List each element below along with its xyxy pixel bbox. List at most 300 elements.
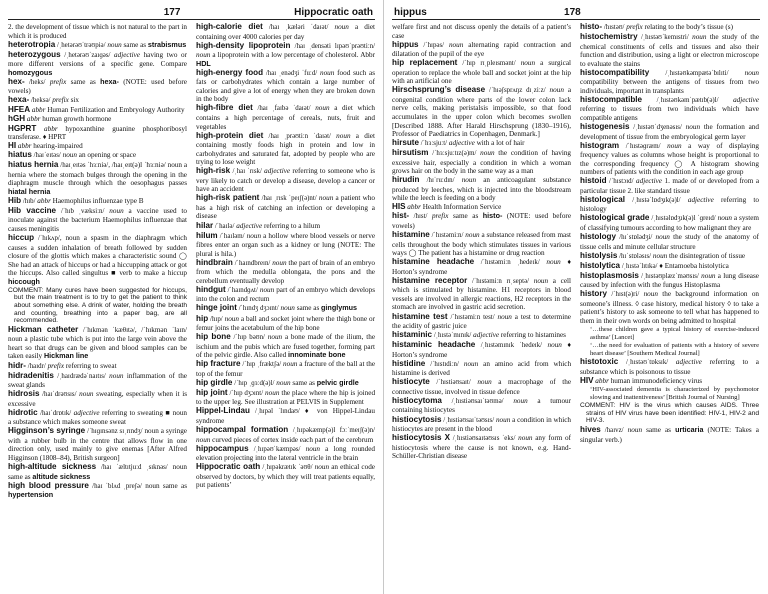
headword: histamine [392, 230, 430, 240]
definition-text: same as [292, 378, 315, 387]
dictionary-entry [196, 286, 375, 304]
pronunciation: /ˈhɪstɪdiːn/ [430, 360, 459, 368]
part-of-speech: abbr [595, 377, 609, 386]
headword: histogram [580, 140, 620, 150]
headword: high-density lipoprotein [196, 40, 291, 50]
definition-text: a fracture of the ball at the top of the femur [196, 360, 375, 378]
part-of-speech: noun [319, 68, 335, 77]
definition-text: 1. made of or developed from a particular tissue 2. like standard tissue [580, 177, 759, 195]
definition-text: a congenital condition where parts of the lower colon lack nerve cells, making peristalsis impossible, so that food accumulates in the upper colon which becomes swollen [Described 1888. After Harald Hirschsprung (1830–1916), Professor of Paediatrics in Copenhagen, Denmark.] [392, 86, 571, 139]
part-of-speech: abbr [407, 203, 421, 212]
pronunciation: /ˈhɪp dʒɔɪnt/ [229, 389, 264, 397]
pronunciation: /ˈhɪkʌp/, [38, 235, 62, 243]
part-of-speech: noun [463, 359, 479, 368]
headword: histamine receptor [392, 275, 468, 285]
cross-reference: hexa- [100, 76, 119, 86]
headword: HIV [580, 376, 594, 386]
part-of-speech: prefix [626, 23, 643, 31]
definition-text: a way of displaying frequency values as columns whose height is proportional to the corresponding frequency ◯ A histogram showing numbers of patients with the condition in each age group [580, 141, 759, 177]
text-column [580, 23, 759, 461]
dictionary-entry [392, 341, 571, 359]
headword: hGH [8, 114, 26, 124]
pronunciation: /ˌhɪpəkrætɪk ˈəʊθ/ [262, 464, 313, 472]
part-of-speech: noun [520, 59, 536, 68]
definition-text: a substance released from mast cells throughout the body which stimulates tissues in various ways ◯ The patient has a histamine or drug reaction [392, 231, 571, 258]
definition-text: referring to histamines [500, 331, 566, 340]
dictionary-entry [392, 59, 571, 86]
part-of-speech: abbr [37, 196, 51, 205]
definition-text: referring to tissues from two individuals which have compatible antigens [580, 105, 759, 122]
dictionary-entry [580, 96, 759, 123]
pronunciation: /ˈhɪp ˌɡɜːd(ə)l/ [234, 379, 275, 387]
dictionary-entry [392, 397, 571, 415]
dictionary-entry [580, 233, 759, 251]
headword: Hippocratic oath [196, 462, 261, 472]
cross-reference: strabismus [147, 39, 187, 49]
headword: HI [8, 141, 17, 151]
part-of-speech: adjective [264, 167, 291, 176]
pronunciation: /ˈhɪp bəʊn/ [233, 334, 265, 342]
headword: histological [580, 194, 625, 204]
pronunciation: /ˌhɪstəˈmɪnɪk/ [433, 332, 472, 340]
definition-text: referring to sweat [65, 361, 117, 370]
headword: histology [580, 232, 616, 242]
pronunciation: /haɪvz/ [604, 427, 624, 435]
cross-reference: innominate bone [288, 350, 346, 360]
pronunciation: /haɪ ˈblʌd ˌpreʃə/ [92, 482, 142, 490]
part-of-speech: abbr [44, 124, 58, 133]
headword: hip joint [196, 387, 228, 397]
pronunciation: /ˈhɪndʒ dʒɔɪnt/ [238, 305, 279, 313]
part-of-speech: noun [272, 258, 287, 267]
pronunciation: /ˈhɪstəmiːn/ [431, 232, 464, 240]
dictionary-entry [196, 222, 375, 232]
headword: Hirschsprung’s disease [392, 85, 486, 95]
definition-text: a lung disease caused by infection with the fungus Histoplasma [580, 271, 759, 290]
part-of-speech: noun [305, 444, 320, 453]
definition-text: a bone made of the ilium, the ischium and the pubis which are fused together, forming part of the pelvic girdle. Also called [196, 333, 375, 360]
headword: Hib vaccine [8, 205, 57, 215]
pronunciation: /ˌhɪstəlɒdʒɪk(ə)l ˈɡreɪd/ [651, 215, 716, 223]
part-of-speech: noun [448, 40, 464, 49]
definition-text: referring to a hilum [263, 221, 321, 230]
definition-text: same as [646, 426, 671, 435]
part-of-speech: noun [495, 415, 511, 424]
definition-text: the background information on someone’s illness. ◊ case history, medical history ◊ to take a patient’s history to ask someone to tell what has happened to them in their own words on being admitted to hospital [580, 290, 759, 325]
pronunciation: /ˌhɪstəʊkəmˈpætɪb(ə)l/ [656, 96, 719, 104]
headword: hip bone [196, 332, 231, 342]
pronunciation: /hɪb/ [22, 197, 36, 205]
dictionary-entry [392, 86, 571, 138]
part-of-speech: noun [318, 194, 334, 203]
dictionary-entry [392, 258, 571, 276]
part-of-speech: noun [643, 290, 658, 299]
pronunciation: /haɪ ˌenədʒi ˈfuːd/ [265, 69, 318, 77]
citation: ‘…the need for evaluation of patients with a history of severe heart disease’ [Southern Medical Journal] [590, 342, 759, 357]
definition-text: the place where the hip is joined to the upper leg. See illustration at PELVIS in Supplement [196, 388, 375, 407]
pronunciation: /ˌhɪstəʊˈtɒksɪk/ [625, 359, 669, 367]
page-header [8, 5, 375, 20]
headword: hidrotic [8, 407, 38, 417]
dictionary-entry [8, 23, 187, 40]
part-of-speech: adjective [448, 139, 475, 148]
definition-text: a cell which is stimulated by histamine. H1 receptors in blood vessels are involved in allergic reactions, H2 receptors in the stomach are involved in gastric acid secretion. [392, 276, 571, 312]
dictionary-entry [392, 203, 571, 212]
headword: hip replacement [392, 58, 458, 68]
pronunciation: /ˌhetərəʊˈtrəʊpiə/ [57, 41, 106, 49]
headword: hives [580, 425, 601, 435]
dictionary-entry [196, 132, 375, 167]
pronunciation: /ˈhɪstəmiːn ˌhedeɪk/ [480, 259, 540, 267]
dictionary-entry [8, 463, 187, 481]
pronunciation: /haɪdr/ [27, 362, 46, 370]
pronunciation: /ˌhaɪdrædəˈnaɪtɪs/ [57, 372, 106, 380]
definition-text: referring to a substance which is poisonous to tissue [580, 358, 759, 376]
dictionary-entry [196, 360, 375, 378]
headword: hidr- [8, 360, 26, 370]
definition-text: the condition of having excessive hair, especially a condition in which a woman grows hair on the body in the same way as a man [392, 149, 571, 176]
pronunciation: /ˈhɪp ˌfræktʃə/ [242, 361, 282, 369]
right-page [384, 0, 768, 594]
pronunciation: /haɪˈeɪtəs/ [33, 152, 61, 160]
part-of-speech: adjective [473, 331, 500, 340]
cross-reference: histo- [482, 211, 503, 221]
headword: histaminic [392, 330, 433, 340]
pronunciation: /ˈhɪəʃsprʌŋz dɪˌziːz/ [489, 87, 546, 95]
headword: HGPRT [8, 123, 37, 133]
part-of-speech: noun [280, 304, 295, 313]
dictionary-entry [8, 372, 187, 390]
part-of-speech: noun [546, 258, 561, 267]
definition-text: a diet containing over 4000 calories per day [196, 23, 375, 41]
dictionary-entry [196, 315, 375, 333]
dictionary-entry [580, 69, 759, 96]
dictionary-entry [196, 23, 375, 41]
pronunciation: /ˌhɪstəʊkəmpætəˈbɪlɪti/ [665, 69, 729, 77]
pronunciation: /ˈhaɪləm/ [219, 232, 245, 240]
dictionary-entry [196, 69, 375, 104]
definition-text: the study of the anatomy of tissue cells and minute cellular structure [580, 233, 759, 251]
definition-text: ♦ Entamoeba histolytica [659, 261, 729, 270]
dictionary-entry [8, 106, 187, 115]
definition-text: same as [70, 77, 96, 86]
definition-text: an ethical code observed by doctors, by which they will treat patients equally, put patients’ [196, 463, 375, 490]
dictionary-entry [580, 272, 759, 290]
definition-text: human growth hormone [42, 115, 112, 124]
pronunciation: /hɪˈruːdɪn/ [426, 177, 455, 185]
pronunciation: /ˈhɪstəmiːn rɪˌseptə/ [472, 277, 530, 285]
part-of-speech: noun [692, 33, 707, 42]
dictionary-entry [196, 426, 375, 444]
part-of-speech: prefix [431, 212, 449, 221]
definition-text: noun a spasm in the diaphragm which causes a sudden inhalation of breath followed by sudden closure of the glottis which makes a characteristic sound ◯ She had an attack of hiccups or had a hiccupping attack or got the hiccups. Also called singultus ■ verb to make a hiccup [8, 234, 187, 278]
headword: hip girdle [196, 377, 233, 387]
pronunciation: /haɪ ˌrɪsk ˈpeɪʃ(ə)nt/ [261, 195, 317, 203]
headword: high-calorie diet [196, 23, 263, 31]
headword: histochemistry [580, 32, 638, 42]
part-of-speech: noun [701, 271, 716, 280]
pronunciation: /ˈhɪpəs/ [423, 41, 445, 49]
pronunciation: /heks/ [29, 78, 46, 86]
headword: hist- [392, 211, 410, 221]
definition-text: a diet containing mostly foods high in protein and low in carbohydrates and saturated fat, adopted by people who are trying to lose weight [196, 131, 375, 167]
part-of-speech: adjective [733, 95, 759, 104]
definition-text: a macrophage of the connective tissue, involved in tissue defence [392, 378, 571, 396]
definition-text: referring to sweating ■ noun a substance which makes someone sweat [8, 408, 187, 427]
cross-reference: HDL [196, 58, 211, 68]
definition-text: six [70, 96, 79, 105]
dictionary-entry [580, 196, 759, 214]
pronunciation: /ˌhɪstəˈlɒdʒɪk(ə)l/ [632, 196, 681, 204]
definition-text: noun same as [145, 481, 187, 490]
definition-text: ♦ Horton’s syndrome [392, 341, 571, 359]
dictionary-entry [392, 212, 571, 230]
pronunciation: /hɪˈstɒlədʒi/ [619, 234, 653, 242]
definition-text: an opening or space [78, 151, 137, 160]
part-of-speech: noun [627, 426, 643, 435]
part-of-speech: adjective [636, 177, 662, 186]
citation: ‘HIV-associated dementia is characterized by psychomotor slowing and inattentiveness’ [British Journal of Nursing] [590, 386, 759, 401]
page-number: 177 [163, 7, 181, 18]
dictionary-entry [196, 389, 375, 407]
headword: Hib [8, 195, 22, 205]
cross-reference: altitude sickness [32, 471, 91, 481]
dictionary-entry [392, 41, 571, 59]
dictionary-entry [580, 426, 759, 444]
definition-text: any form of histiocytosis where the cause is not known, e.g. Hand-Schüller-Christian disease [392, 434, 571, 461]
headword: HIS [392, 202, 406, 212]
headword: hippus [392, 39, 419, 49]
headword: hirsutism [392, 148, 429, 158]
headword: histological grade [580, 213, 650, 223]
definition-text: same as [123, 40, 147, 49]
part-of-speech: adjective [687, 195, 714, 204]
headword: histotoxic [580, 357, 619, 367]
dictionary-entry [8, 234, 187, 286]
pronunciation: /haɪˈdrəʊsɪs/ [42, 391, 77, 399]
part-of-speech: noun [196, 51, 211, 60]
pronunciation: /ˈhɪkmən ˈkæθɪtə/, [82, 326, 137, 334]
cross-reference: urticaria [675, 425, 704, 435]
definition-text: a patient who has a high risk of catching an infection or developing a disease [196, 194, 375, 221]
definition-text: relating to the body’s tissue (s) [644, 23, 733, 31]
definition-text: inflammation of the sweat glands [8, 371, 187, 390]
pronunciation: /ˌhaɪ ˈrɪsk/ [232, 168, 262, 176]
headword: histamine headache [392, 257, 475, 267]
part-of-speech: noun [497, 312, 512, 321]
dictionary-entry [580, 377, 759, 386]
headword: hirsute [392, 138, 419, 148]
pronunciation: /haɪˌeɪtəs ˈhɜːniə/, [60, 162, 110, 170]
part-of-speech: noun [315, 104, 330, 113]
headword: hidradenitis [8, 370, 54, 380]
pronunciation: /ˈhɪp rɪˌpleɪsmənt/ [462, 60, 516, 68]
definition-text: referring to histology [580, 195, 759, 214]
definition-text: Human Fertilization and Embryology Authority [47, 106, 185, 115]
definition-text: the study of the chemical constituents of cells and tissues and also their function and distribution, using a light or electron microscope to evaluate the stains [580, 33, 759, 68]
definition-text: ♦ Horton’s syndrome [392, 258, 571, 276]
headword: high-risk patient [196, 193, 260, 203]
part-of-speech: noun [334, 23, 349, 31]
dictionary-entry [196, 259, 375, 286]
dictionary-entry [392, 176, 571, 203]
cross-reference: hypertension [8, 490, 54, 500]
part-of-speech: noun [265, 388, 280, 397]
part-of-speech: abbr [31, 106, 46, 115]
headword: histocompatible [580, 94, 643, 104]
pronunciation: /haɪˈdrɒtɪk/ [40, 409, 72, 417]
headword: histiocyte [392, 377, 430, 387]
usage-note: (NOTE: used before vowels) [8, 77, 187, 96]
definition-text: a vaccine used to inoculate against the bacterium Haemophilus influenzae that causes meningitis [8, 206, 187, 234]
part-of-speech: noun [685, 123, 701, 132]
part-of-speech: noun [267, 333, 283, 342]
part-of-speech: noun [465, 231, 480, 240]
dictionary-entry [392, 416, 571, 434]
dictionary-entry [8, 427, 187, 462]
definition-text: Haemophilus influenzae type B [52, 196, 144, 205]
part-of-speech: noun [461, 176, 477, 185]
definition-text: an amino acid from which histamine is derived [392, 359, 571, 378]
definition-text: same as [452, 212, 479, 221]
dictionary-entry [392, 434, 571, 461]
headword: hirudin [392, 175, 420, 185]
definition-text: Health Information Service [422, 203, 502, 212]
definition-text: ♦ von Hippel-Lindau syndrome [196, 407, 375, 426]
part-of-speech: noun [717, 214, 732, 223]
definition-text: curved pieces of cortex inside each part of the cerebrum [212, 435, 374, 444]
dictionary-entry [580, 33, 759, 68]
headword: histolytica [580, 260, 621, 270]
comment-note: COMMENT: HIV is the virus which causes AIDS. Three strains of HIV virus have been identified: HIV-1, HIV-2 and HIV-3. [580, 402, 759, 425]
part-of-speech: noun [533, 276, 549, 285]
pronunciation: /ˌhɪstiəʊsaɪˈtəʊmə/ [451, 397, 504, 405]
definition-text: alternating rapid contraction and dilatation of the pupil of the eye [392, 40, 571, 59]
dictionary-entry [392, 378, 571, 396]
part-of-speech: noun [109, 371, 124, 380]
dictionary-entry [8, 142, 187, 151]
part-of-speech: prefix [49, 77, 67, 86]
pronunciation: /hɪˈstɒləsɪs/ [619, 252, 652, 260]
headword: high blood pressure [8, 480, 89, 490]
headword: high-risk [196, 166, 231, 176]
headword: hippocampal formation [196, 425, 289, 435]
part-of-speech: noun [276, 378, 291, 387]
pronunciation: /ˌhɪpəl ˈlɪndaʊ/ [255, 408, 300, 416]
headword: histiocytoma [392, 395, 442, 405]
headword: hip [196, 313, 209, 323]
dictionary-entry [580, 290, 759, 325]
pronunciation: /haɪ ˌkæləri ˈdaɪət/ [268, 24, 329, 31]
dictionary-entry [196, 445, 375, 463]
definition-text: the part of brain of an embryo from which the medulla oblongata, the pons and the cerebellum eventually develop [196, 258, 375, 285]
definition-text: food such as fats or carbohydrates which contain a large number of calories and give a lot of energy when they are broken down in the body [196, 68, 375, 104]
pronunciation: /heksə/ [30, 97, 51, 105]
definition-text: an anticoagulant substance produced by leeches, which is injected into the bloodstream while the leech is feeding on a body [392, 176, 571, 203]
pronunciation: /ˈhɪb ˌvæksiːn/ [60, 207, 105, 215]
headword: high-fibre diet [196, 103, 253, 113]
definition-text: a ball and socket joint where the thigh bone or femur joins the acetabulum of the hip bone [196, 314, 375, 333]
dictionary-entry [392, 149, 571, 176]
part-of-speech: noun [314, 463, 330, 472]
part-of-speech: noun [513, 396, 528, 405]
headword: HFEA [8, 105, 31, 115]
dictionary-entry [8, 161, 187, 196]
pronunciation: /ˈhɪɡɪnsənz sɪˌrɪndʒ/ [87, 428, 143, 436]
dictionary-entry [580, 142, 759, 177]
headword: histogenesis [580, 122, 630, 132]
pronunciation: /ˌhɪstəˈlɪtɪkə/ [621, 262, 658, 270]
headword: high-protein diet [196, 130, 264, 140]
pronunciation: /ˌhɪstiəʊsaɪˈtəʊsɪs/ [443, 416, 495, 424]
definition-text: a condition in which histiocytes are present in the blood [392, 415, 571, 434]
headword: hidrosis [8, 389, 40, 399]
page-header [392, 5, 760, 20]
part-of-speech: noun [62, 151, 77, 160]
headword: histaminic headache [392, 340, 476, 350]
part-of-speech: noun [196, 435, 211, 444]
pronunciation: /hɪp/ [210, 315, 223, 323]
dictionary-entry [8, 482, 187, 500]
pronunciation: /ˈhɪstəmiːn test/ [450, 313, 495, 321]
headword: histiocytosis X [392, 433, 451, 443]
cross-reference: hiatal hernia [8, 186, 51, 196]
part-of-speech: noun [549, 86, 564, 95]
part-of-speech: adjective [675, 358, 702, 367]
cross-reference: homozygous [8, 67, 53, 77]
headword: history [580, 289, 607, 299]
pronunciation: /ˈhaɪndɡʌt/ [227, 286, 258, 294]
pronunciation: /ˈhɜːsjuːt/ [420, 140, 448, 148]
headword: hinge joint [196, 303, 237, 313]
dictionary-entry [8, 326, 187, 361]
header-guide-word: hippus [394, 7, 427, 18]
definition-text: a long rounded elevation projecting into the lateral ventricle in the brain [196, 444, 375, 463]
headword: histo- [580, 23, 603, 31]
dictionary-entry [580, 123, 759, 141]
part-of-speech: noun [283, 360, 298, 369]
headword: hippocampus [196, 443, 249, 453]
dictionary-entry [8, 78, 187, 96]
pronunciation: /haɪ ˌprəʊtiːn ˈdaɪət/ [268, 132, 331, 140]
dictionary-entry [392, 360, 571, 378]
headword: hindgut [196, 284, 226, 294]
pronunciation: /hɪstəʊ/ [603, 24, 625, 31]
pronunciation: /ˈhɪstɔɪd/ [609, 178, 634, 186]
pronunciation: /ˌhɪstəʊplæzˈməʊsɪs/ [641, 272, 699, 280]
headword: histocompatibility [580, 67, 650, 77]
dictionary-entry [580, 177, 759, 195]
dictionary-entry [196, 167, 375, 194]
pronunciation: /ˌhɪstəʊˈkemɪstri/ [640, 34, 689, 42]
text-column [392, 23, 571, 461]
dictionary-entry [392, 313, 571, 331]
dictionary-entry [196, 463, 375, 490]
pronunciation: /ˈhaɪndbreɪn/ [234, 259, 271, 267]
headword: hex- [8, 76, 25, 86]
dictionary-entry [8, 51, 187, 78]
pronunciation: /ˌhɪstəmɪnɪk ˈhedeɪk/ [480, 342, 543, 350]
usage-note: (NOTE: Takes a singular verb.) [580, 426, 759, 444]
definition-text: the disintegration of tissue [669, 251, 746, 260]
dictionary-entry [196, 232, 375, 259]
part-of-speech: noun [224, 314, 239, 323]
part-of-speech: noun [107, 40, 122, 49]
page-number: 178 [564, 7, 581, 18]
dictionary-entry [580, 358, 759, 376]
part-of-speech: noun [480, 149, 495, 158]
usage-note: (NOTE: used before vowels) [392, 212, 571, 231]
